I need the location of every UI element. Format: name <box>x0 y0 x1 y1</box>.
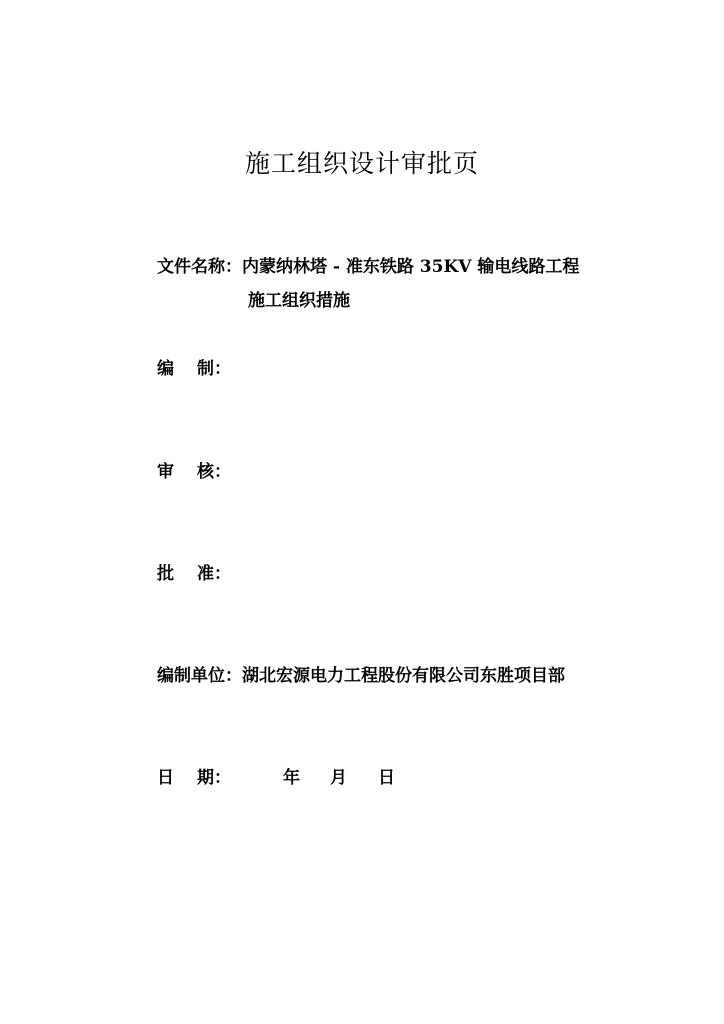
compile-label-2: 制： <box>197 359 231 379</box>
compile-label-1: 编 <box>157 359 174 379</box>
file-name-row <box>157 255 579 279</box>
date-row <box>157 766 395 790</box>
approve-label-2: 准： <box>197 564 231 584</box>
date-label-2: 期： <box>197 768 231 788</box>
approve-row <box>157 562 231 586</box>
date-month: 月 <box>330 768 347 788</box>
file-name-line1: 内蒙纳林塔 - 准东铁路 35KV 输电线路工程 <box>242 257 580 277</box>
review-label-2: 核： <box>197 462 231 482</box>
unit-label: 编制单位： <box>157 666 242 686</box>
file-name-line2: 施工组织措施 <box>248 291 350 311</box>
date-year: 年 <box>283 768 300 788</box>
date-day: 日 <box>378 768 395 788</box>
page-title: 施工组织设计审批页 <box>244 149 479 178</box>
file-name-row-2 <box>248 289 350 313</box>
unit-value: 湖北宏源电力工程股份有限公司东胜项目部 <box>242 666 565 686</box>
date-label-1: 日 <box>157 768 174 788</box>
file-name-label: 文件名称： <box>157 257 242 277</box>
compile-row <box>157 357 231 381</box>
review-label-1: 审 <box>157 462 174 482</box>
approve-label-1: 批 <box>157 564 174 584</box>
review-row <box>157 460 231 484</box>
unit-row <box>157 664 565 688</box>
